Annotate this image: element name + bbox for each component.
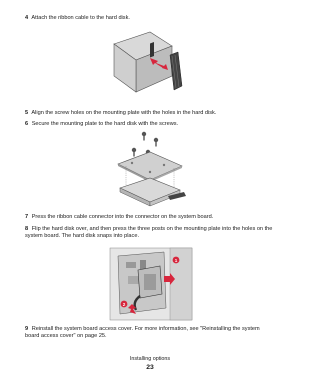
step-number: 4 [25,15,29,21]
step-text: Secure the mounting plate to the hard disk with the screws. [31,121,179,127]
step-8 [25,226,275,240]
callout-1-label: 1 [174,258,178,263]
figure-attach-ribbon-cable [110,30,190,102]
page-number: 23 [146,364,154,371]
figure-mounting-plate-screws [110,130,190,208]
step-text: Press the ribbon cable connector into the connector on the system board. [31,214,214,220]
callout-2-label: 2 [122,302,126,307]
step-9 [25,326,275,340]
step-number: 8 [25,226,29,232]
step-text: Align the screw holes on the mounting plate with the holes in the hard disk. [31,110,217,116]
step-text: Flip the hard disk over, and then press the three posts on the mounting plate into the holes on the system board. The hard disk snaps into place. [25,226,273,239]
step-6 [25,121,275,128]
figure-system-board-install [108,246,194,322]
footer-section-title: Installing options [129,356,171,362]
step-5 [25,110,275,117]
step-number: 9 [25,326,29,332]
step-4 [25,15,275,22]
step-text: Reinstall the system board access cover. For more information, see "Reinstalling the system board access cover" on page 25. [25,326,260,339]
callout-2 [121,301,128,308]
step-number: 7 [25,214,29,220]
callout-1 [173,257,180,264]
step-number: 6 [25,121,29,127]
step-7 [25,214,275,221]
step-number: 5 [25,110,29,116]
step-text: Attach the ribbon cable to the hard disk. [31,15,130,21]
